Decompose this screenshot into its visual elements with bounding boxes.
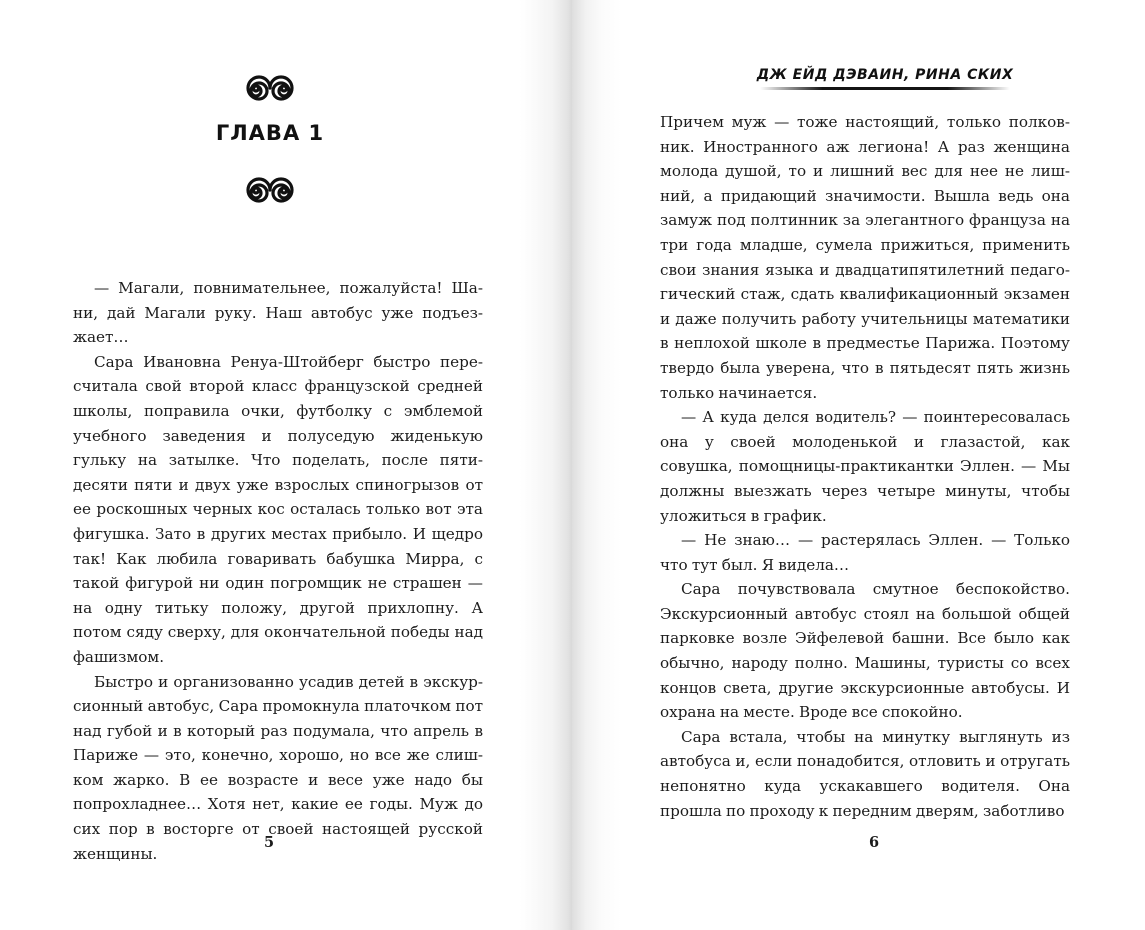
paragraph: Причем муж — тоже настоящий, только полковник. Иностранного аж легиона! А раз женщина молода душой, то и лишний вес для нее не лишний, а придающий значимости. Вышла ведь она замуж под полтинник за элегантного француза на три года младше, сумела прижиться, применить свои знания языка и двадцатипятилетний педагогический стаж, сдать квалификационный экзамен и даже получить работу учительницы математики в неплохой школе в предместье Парижа. Поэтому твердо была уверена, что в пятьдесят пять жизнь только начинается. xyxy=(660,113,1070,402)
paragraph: — Магали, повнимательнее, пожалуйста! Шани, дай Магали руку. Наш автобус уже подъезжает… xyxy=(73,279,483,347)
page-number: 6 xyxy=(868,834,880,851)
page-number: 5 xyxy=(263,834,275,851)
paragraph: Сара почувствовала смутное беспокойство. Экскурсионный автобус стоял на большой общей парковке возле Эйфелевой башни. Все было как обычно, народу полно. Машины, туристы со всех концов света, другие экскурсионные автобусы. И охрана на месте. Вроде все спокойно. xyxy=(660,580,1070,722)
paragraph: — Не знаю… — растерялась Эллен. — Только что тут был. Я видела… xyxy=(660,531,1070,574)
paragraph: — А куда делся водитель? — поинтересовалась она у своей молоденькой и глазастой, как совушка, помощницы-практикантки Эллен. — Мы должны выезжать через четыре минуты, чтобы уложиться в график. xyxy=(660,408,1070,525)
left-page xyxy=(0,0,572,930)
spiral-ornament-icon xyxy=(244,177,296,203)
paragraph: Сара Ивановна Ренуа-Штойберг быстро пересчитала свой второй класс французской средней школы, поправила очки, футболку с эмблемой учебного заведения и полуседую жиденькую гульку на затылке. Что поделать, после пятидесяти пяти и двух уже взрослых спиногрызов от ее роскошных черных кос осталась только вот эта фигушка. Зато в других местах прибыло. И щедро так! Как любила говаривать бабушка Мирра, с такой фигурой ни один погромщик не страшен — на одну титьку положу, другой прихлопну. А потом сяду сверху, для окончательной победы над фашизмом. xyxy=(73,352,483,666)
spiral-ornament-icon xyxy=(244,75,296,101)
right-page-body xyxy=(660,110,1070,823)
running-head-rule xyxy=(760,87,1010,90)
left-page-body xyxy=(73,276,483,866)
running-head: ДЖ ЕЙД ДЭВАИН, РИНА СКИХ xyxy=(756,67,1014,83)
right-page xyxy=(572,0,1145,930)
paragraph: Быстро и организованно усадив детей в экскурсионный автобус, Сара промокнула платочком пот над губой и в который раз подумала, что апрель в Париже — это, конечно, хорошо, но все же слишком жарко. В ее возрасте и весе уже надо бы попрохладнее… Хотя нет, какие ее годы. Муж до сих пор в восторге от своей настоящей русской женщины. xyxy=(73,672,483,863)
chapter-title: ГЛАВА 1 xyxy=(215,121,325,145)
paragraph: Сара встала, чтобы на минутку выглянуть из автобуса и, если понадобится, отловить и отругать непонятно куда ускакавшего водителя. Она прошла по проходу к передним дверям, заботливо xyxy=(660,727,1070,820)
